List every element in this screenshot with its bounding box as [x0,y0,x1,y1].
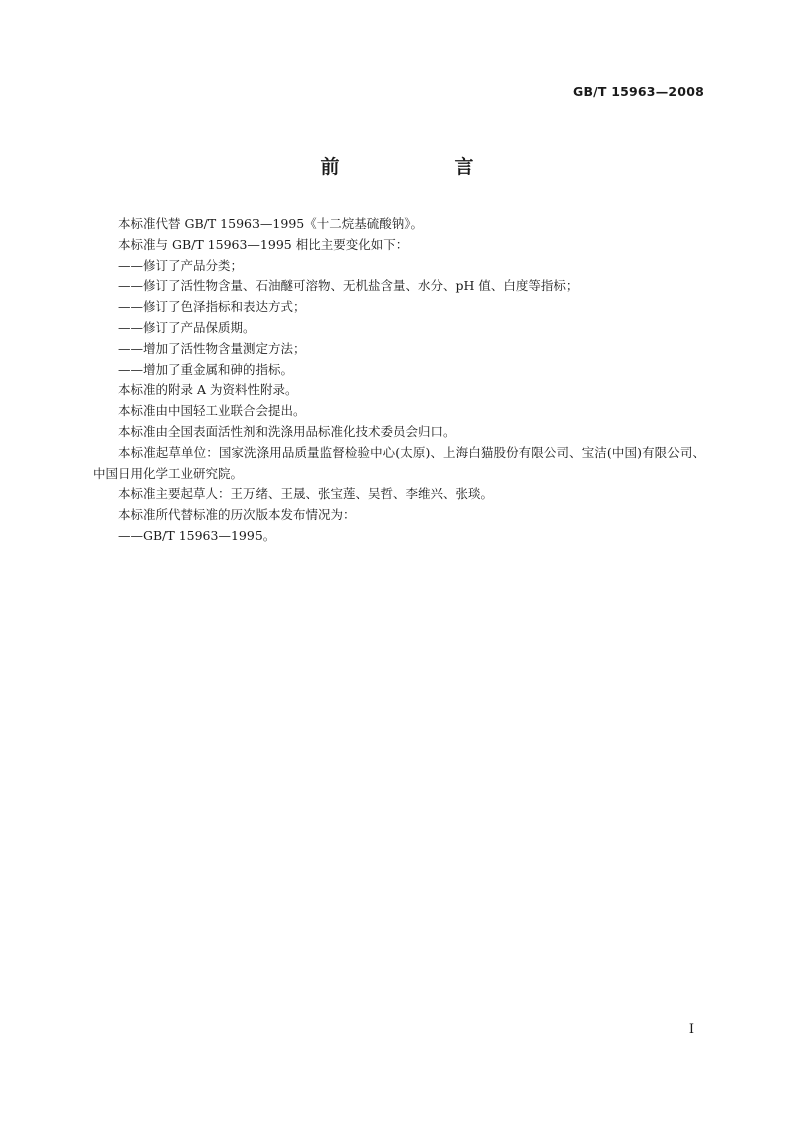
list-item: ——修订了色泽指标和表达方式； [118,299,306,315]
paragraph: 本标准由全国表面活性剂和洗涤用品标准化技术委员会归口。 [118,423,456,439]
list-item: ——修订了产品分类； [118,257,244,273]
list-item: ——修订了活性物含量、石油醚可溶物、无机盐含量、水分、pH 值、白度等指标； [118,278,579,294]
list-item: ——GB/T 15963—1995。 [118,527,276,543]
paragraph: 本标准起草单位：国家洗涤用品质量监督检验中心(太原)、上海白猫股份有限公司、宝洁(中国)有限公司、中国日用化学工业研究院。 [93,444,705,481]
standard-code: GB/T 15963—2008 [572,84,704,99]
paragraph: 本标准代替 GB/T 15963—1995《十二烷基硫酸钠》。 [118,216,423,231]
list-item: ——增加了重金属和砷的指标。 [118,361,294,377]
paragraph: 本标准与 GB/T 15963—1995 相比主要变化如下： [118,236,409,252]
list-item: ——修订了产品保质期。 [118,319,256,335]
page-number: I [688,1022,694,1037]
paragraph: 本标准由中国轻工业联合会提出。 [118,403,306,419]
paragraph: 本标准的附录 A 为资料性附录。 [118,382,298,398]
foreword-body [93,214,705,547]
list-item: ——增加了活性物含量测定方法； [118,340,306,356]
page-title: 前 言 [320,156,522,178]
paragraph: 本标准所代替标准的历次版本发布情况为： [118,507,356,523]
paragraph: 本标准主要起草人：王万绪、王晟、张宝莲、吴哲、李维兴、张琰。 [118,486,494,502]
